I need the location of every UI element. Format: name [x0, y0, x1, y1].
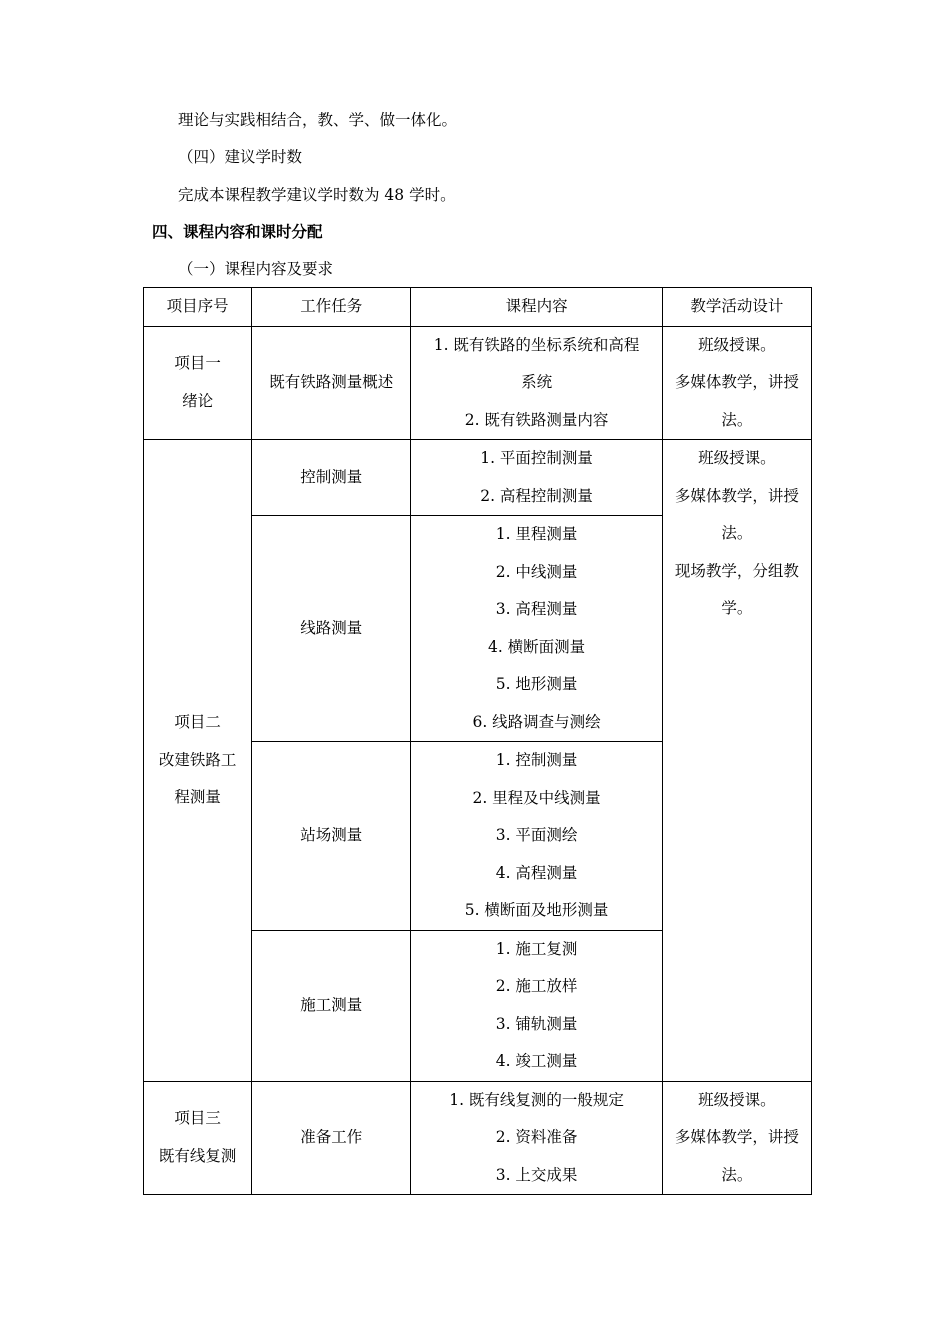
project-name: 项目一 绪论	[144, 326, 252, 440]
course-content: 1. 既有铁路的坐标系统和高程 系统 2. 既有铁路测量内容	[411, 326, 662, 440]
activity-design: 班级授课。 多媒体教学，讲授 法。	[662, 1081, 811, 1195]
course-content: 1. 施工复测 2. 施工放样 3. 铺轨测量 4. 竣工测量	[411, 930, 662, 1081]
course-content: 1. 平面控制测量 2. 高程控制测量	[411, 440, 662, 516]
header-project-no: 项目序号	[144, 288, 252, 327]
header-task: 工作任务	[252, 288, 411, 327]
project-name: 项目二 改建铁路工 程测量	[144, 440, 252, 1082]
header-activity: 教学活动设计	[662, 288, 811, 327]
task-name: 准备工作	[252, 1081, 411, 1195]
table-row	[144, 440, 812, 516]
task-name: 施工测量	[252, 930, 411, 1081]
table-header-row	[144, 288, 812, 327]
task-name: 线路测量	[252, 516, 411, 742]
course-content: 1. 控制测量 2. 里程及中线测量 3. 平面测绘 4. 高程测量 5. 横断面及地形测量	[411, 742, 662, 931]
header-content: 课程内容	[411, 288, 662, 327]
course-content: 1. 既有线复测的一般规定 2. 资料准备 3. 上交成果	[411, 1081, 662, 1195]
paragraph-teaching-method: 理论与实践相结合，教、学、做一体化。	[178, 111, 458, 129]
table-row	[144, 326, 812, 440]
section-title-content: （一）课程内容及要求	[178, 260, 334, 278]
task-name: 控制测量	[252, 440, 411, 516]
course-content: 1. 里程测量 2. 中线测量 3. 高程测量 4. 横断面测量 5. 地形测量 6. 线路调查与测绘	[411, 516, 662, 742]
section-title-hours: （四）建议学时数	[178, 148, 303, 166]
task-name: 站场测量	[252, 742, 411, 931]
activity-design: 班级授课。 多媒体教学，讲授 法。 现场教学，分组教 学。	[662, 440, 811, 1082]
table-row	[144, 1081, 812, 1195]
project-name: 项目三 既有线复测	[144, 1081, 252, 1195]
chapter-heading: 四、课程内容和课时分配	[152, 222, 323, 241]
task-name: 既有铁路测量概述	[252, 326, 411, 440]
paragraph-hours: 完成本课程教学建议学时数为 48 学时。	[178, 186, 456, 204]
activity-design: 班级授课。 多媒体教学，讲授 法。	[662, 326, 811, 440]
course-content-table	[143, 287, 812, 1195]
